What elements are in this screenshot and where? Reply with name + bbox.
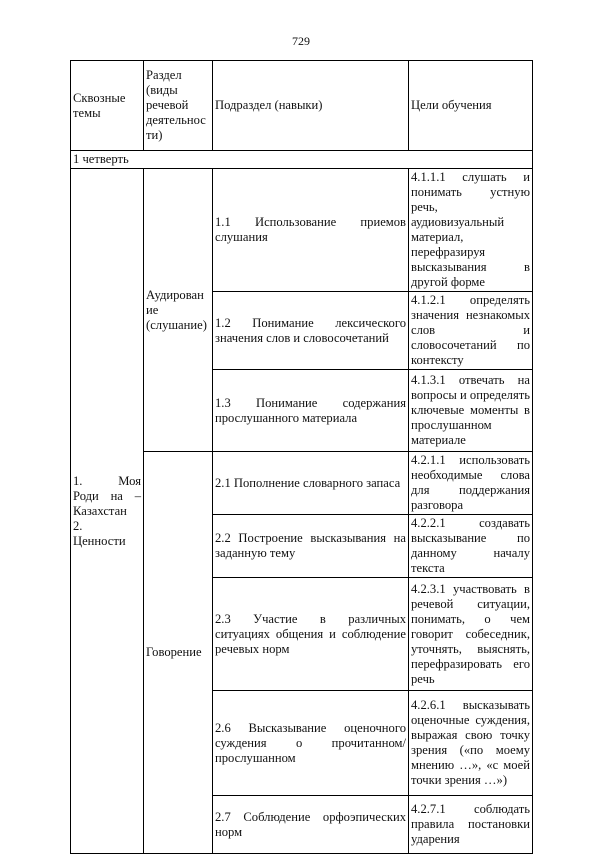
section-listening [144,169,213,452]
section-name-line: ие [146,302,159,317]
subsection-cell: 2.2 Построение высказывания на заданную тему [213,515,409,578]
header-subsection: Подраздел (навыки) [213,61,409,151]
subsection-cell: 2.3 Участие в различных ситуациях общения и соблюдение речевых норм [213,578,409,691]
subsection-cell: 2.1 Пополнение словарного запаса [213,452,409,515]
objective-cell: 4.1.1.1 слушать и понимать устную речь, аудиовизуальный материал, перефразируя высказывания в другой форме [409,169,533,292]
header-section-line: деятельнос [146,113,206,127]
objective-cell: 4.2.7.1 соблюдать правила постановки ударения [409,796,533,854]
header-section-line: (виды [146,83,178,97]
objective-cell: 4.2.1.1 использовать необходимые слова для поддержания разговора [409,452,533,515]
objective-cell: 4.2.2.1 создавать высказывание по данному началу текста [409,515,533,578]
table-header-row [71,61,533,151]
objective-cell: 4.2.6.1 высказывать оценочные суждения, выражая свою точку зрения («по моему мнению …», «с моей точки зрения …») [409,691,533,796]
objective-cell: 4.2.3.1 участвовать в речевой ситуации, понимать, о чем говорит собеседник, уточнять, выяснять, перефразировать его речь [409,578,533,691]
theme-line: Роди на – [73,488,141,503]
cross-cutting-theme-cell [71,169,144,854]
subsection-cell: 1.2 Понимание лексического значения слов и словосочетаний [213,292,409,370]
subsection-cell: 1.1 Использование приемов слушания [213,169,409,292]
subsection-cell: 1.3 Понимание содержания прослушанного материала [213,370,409,452]
subsection-cell: 2.6 Высказывание оценочного суждения о прочитанном/прослушанном [213,691,409,796]
table-row [71,169,533,292]
section-name-line: (слушание) [146,317,207,332]
subsection-cell: 2.7 Соблюдение орфоэпических норм [213,796,409,854]
quarter-row [71,151,533,169]
header-section-line: Раздел [146,68,182,82]
section-speaking: Говорение [144,452,213,854]
header-section-line: ти) [146,128,163,142]
header-section-line: речевой [146,98,189,112]
theme-line: Ценности [73,533,126,548]
quarter-label: 1 четверть [71,151,533,169]
objective-cell: 4.1.3.1 отвечать на вопросы и определять ключевые моменты в прослушанном материале [409,370,533,452]
theme-line: 1. Моя [73,473,141,488]
curriculum-table [70,60,533,854]
section-name-line: Аудирован [146,287,204,302]
objective-cell: 4.1.2.1 определять значения незнакомых слов и словосочетаний по контексту [409,292,533,370]
theme-line: 2. [73,518,83,533]
header-cross-cutting-themes: Сквозные темы [71,61,144,151]
header-section [144,61,213,151]
theme-line: Казахстан [73,503,127,518]
header-learning-objectives: Цели обучения [409,61,533,151]
page-number: 729 [292,34,310,48]
